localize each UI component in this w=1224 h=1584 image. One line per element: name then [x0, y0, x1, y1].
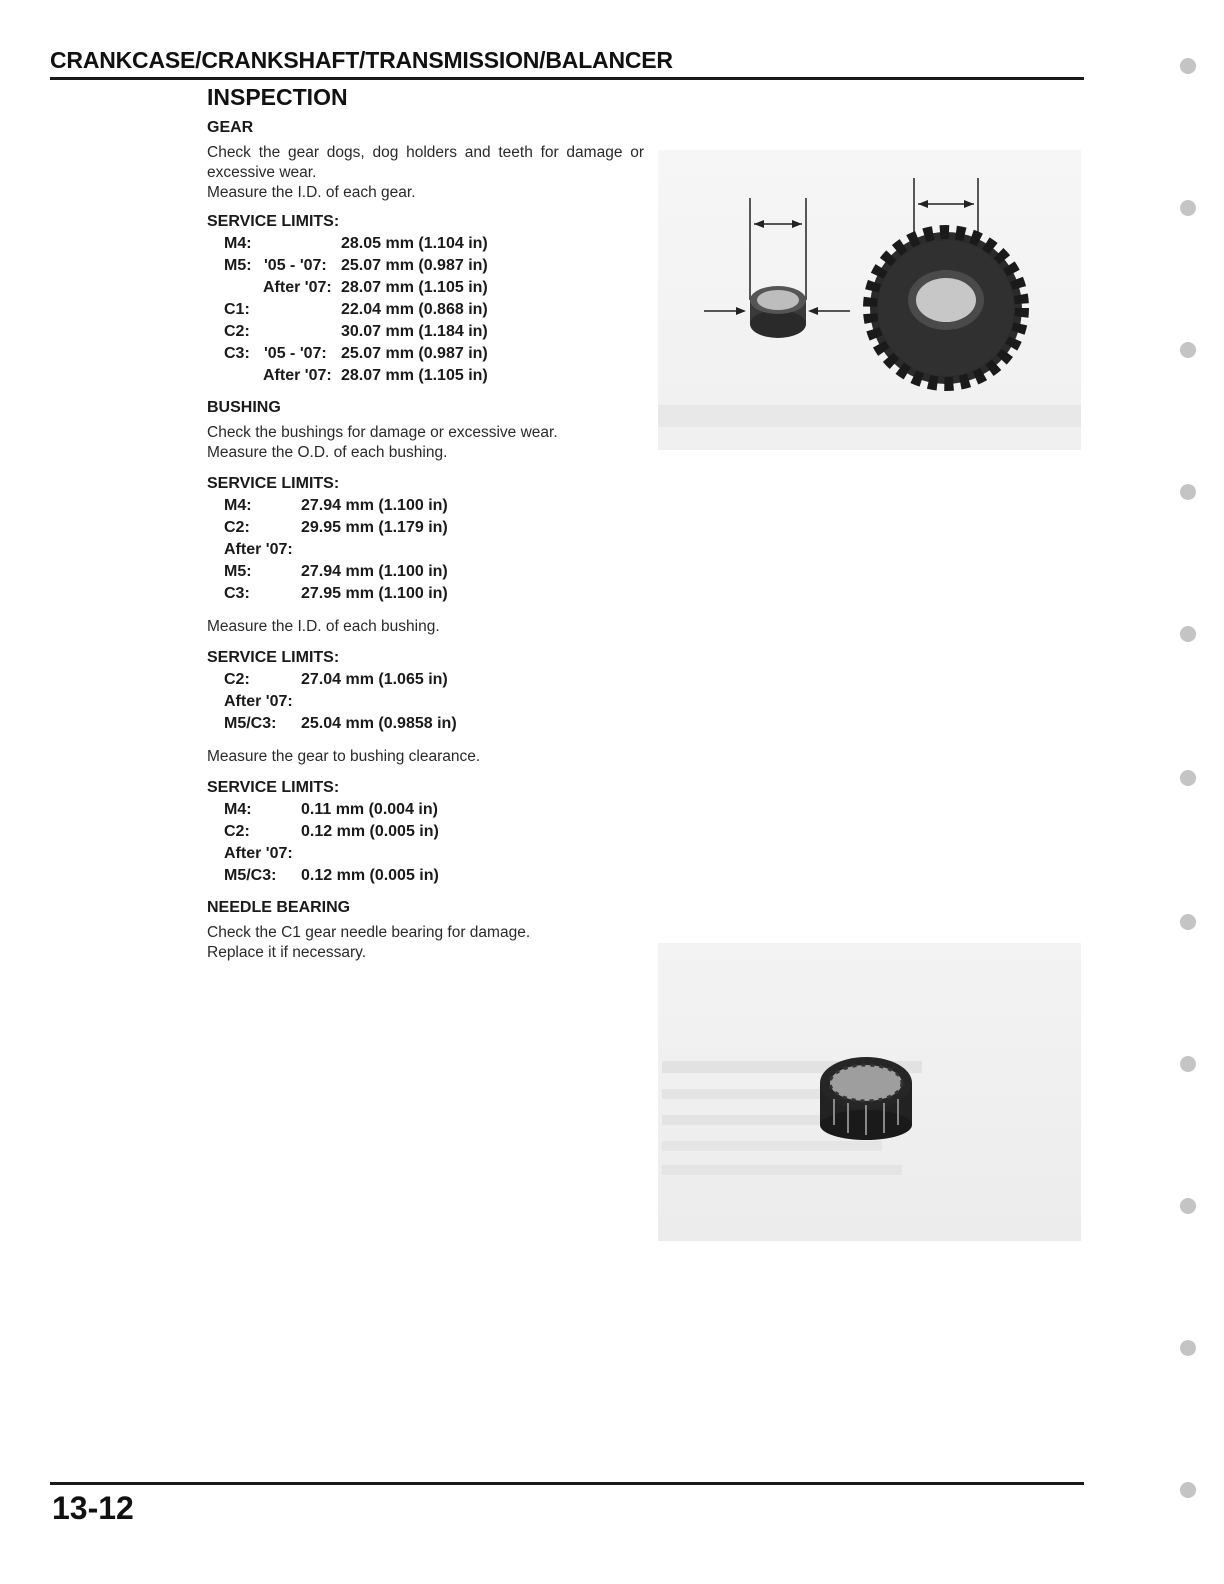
- gear-text-check: Check the gear dogs, dog holders and teeth for damage or excessive wear.: [207, 144, 644, 181]
- bushing-od-key: C3:: [224, 585, 250, 602]
- bushing-clr-value: 0.12 mm (0.005 in): [301, 867, 439, 884]
- bushing-od-row: [207, 583, 657, 605]
- needle-bearing-text-check: Check the C1 gear needle bearing for damage.: [207, 924, 531, 941]
- gear-limit-row: [207, 321, 657, 343]
- gear-limit-row: [207, 277, 657, 299]
- bushing-id-key: M5/C3:: [224, 715, 277, 732]
- binder-hole: [1180, 626, 1196, 642]
- main-content: [207, 84, 657, 963]
- binder-hole: [1180, 770, 1196, 786]
- gear-limit-key: C3:: [224, 345, 250, 362]
- bushing-od-key: M5:: [224, 563, 252, 580]
- binder-hole: [1180, 200, 1196, 216]
- binder-holes: [1180, 0, 1210, 1584]
- bushing-clr-row: [207, 843, 657, 865]
- gear-limit-sub: After '07:: [263, 279, 332, 296]
- bushing-od-key: C2:: [224, 519, 250, 536]
- gear-limit-sub: After '07:: [263, 367, 332, 384]
- bushing-clr-row: [207, 865, 657, 887]
- gear-limit-sub: '05 - '07:: [264, 257, 327, 274]
- bushing-od-limits-title: SERVICE LIMITS:: [207, 475, 340, 492]
- needle-bearing-shape: [820, 1057, 912, 1140]
- gear-limit-row: [207, 233, 657, 255]
- bushing-od-value: 27.95 mm (1.100 in): [301, 585, 448, 602]
- bushing-clr-key: C2:: [224, 823, 250, 840]
- gear-limit-key: M4:: [224, 235, 252, 252]
- bushing-od-key: M4:: [224, 497, 252, 514]
- binder-hole: [1180, 1482, 1196, 1498]
- bushing-clr-value: 0.12 mm (0.005 in): [301, 823, 439, 840]
- gear-limit-value: 30.07 mm (1.184 in): [341, 323, 488, 340]
- bushing-od-row: [207, 539, 657, 561]
- gear-shape: [870, 232, 1022, 384]
- bushing-id-key: C2:: [224, 671, 250, 688]
- bushing-clr-key: M5/C3:: [224, 867, 277, 884]
- gear-limit-key: C1:: [224, 301, 250, 318]
- bushing-id-value: 27.04 mm (1.065 in): [301, 671, 448, 688]
- gear-limit-value: 25.07 mm (0.987 in): [341, 345, 488, 362]
- bushing-clr-limits-title: SERVICE LIMITS:: [207, 779, 340, 796]
- bushing-heading: BUSHING: [207, 399, 281, 416]
- gear-text-measure: Measure the I.D. of each gear.: [207, 184, 416, 201]
- binder-hole: [1180, 1056, 1196, 1072]
- binder-hole: [1180, 484, 1196, 500]
- binder-hole: [1180, 1198, 1196, 1214]
- bushing-od-row: [207, 561, 657, 583]
- bushing-text-id: Measure the I.D. of each bushing.: [207, 618, 440, 635]
- binder-hole: [1180, 1340, 1196, 1356]
- bushing-id-row: [207, 713, 657, 735]
- bushing-od-key: After '07:: [224, 541, 293, 558]
- gear-limit-key: C2:: [224, 323, 250, 340]
- bushing-id-value: 25.04 mm (0.9858 in): [301, 715, 457, 732]
- footer-rule: [50, 1482, 1084, 1485]
- page-number: 13-12: [52, 1490, 134, 1526]
- needle-bearing-text-replace: Replace it if necessary.: [207, 944, 367, 961]
- bushing-id-limits-title: SERVICE LIMITS:: [207, 649, 340, 666]
- bushing-clr-row: [207, 799, 657, 821]
- bushing-clr-row: [207, 821, 657, 843]
- bushing-od-value: 27.94 mm (1.100 in): [301, 563, 448, 580]
- bushing-text-clearance: Measure the gear to bushing clearance.: [207, 748, 481, 765]
- binder-hole: [1180, 342, 1196, 358]
- gear-heading: GEAR: [207, 119, 254, 136]
- bushing-id-row: [207, 691, 657, 713]
- bushing-text-od: Measure the O.D. of each bushing.: [207, 444, 448, 461]
- needle-bearing-heading: NEEDLE BEARING: [207, 899, 351, 916]
- gear-limits-title: SERVICE LIMITS:: [207, 213, 340, 230]
- header-rule: [50, 77, 1084, 80]
- gear-limit-sub: '05 - '07:: [264, 345, 327, 362]
- gear-limit-row: [207, 343, 657, 365]
- needle-bearing-photo: [658, 943, 1081, 1241]
- section-title: INSPECTION: [207, 84, 348, 110]
- needle-bearing-illustration: [658, 943, 1081, 1241]
- gear-limit-row: [207, 255, 657, 277]
- gear-bushing-illustration: [658, 150, 1081, 450]
- gear-limit-value: 28.07 mm (1.105 in): [341, 367, 488, 384]
- gear-limit-value: 22.04 mm (0.868 in): [341, 301, 488, 318]
- page-header-title: CRANKCASE/CRANKSHAFT/TRANSMISSION/BALANCER: [50, 47, 673, 73]
- gear-limit-value: 25.07 mm (0.987 in): [341, 257, 488, 274]
- gear-limit-row: [207, 365, 657, 387]
- bushing-id-row: [207, 669, 657, 691]
- bushing-od-value: 29.95 mm (1.179 in): [301, 519, 448, 536]
- gear-limit-value: 28.05 mm (1.104 in): [341, 235, 488, 252]
- bushing-od-value: 27.94 mm (1.100 in): [301, 497, 448, 514]
- bushing-od-row: [207, 517, 657, 539]
- binder-hole: [1180, 58, 1196, 74]
- bushing-text-check: Check the bushings for damage or excessive wear.: [207, 424, 558, 441]
- gear-limit-value: 28.07 mm (1.105 in): [341, 279, 488, 296]
- bushing-clr-key: After '07:: [224, 845, 293, 862]
- bushing-clr-key: M4:: [224, 801, 252, 818]
- binder-hole: [1180, 914, 1196, 930]
- bushing-id-key: After '07:: [224, 693, 293, 710]
- bushing-od-row: [207, 495, 657, 517]
- bushing-clr-value: 0.11 mm (0.004 in): [301, 801, 438, 818]
- gear-bushing-photo: [658, 150, 1081, 450]
- gear-limit-key: M5:: [224, 257, 252, 274]
- gear-limit-row: [207, 299, 657, 321]
